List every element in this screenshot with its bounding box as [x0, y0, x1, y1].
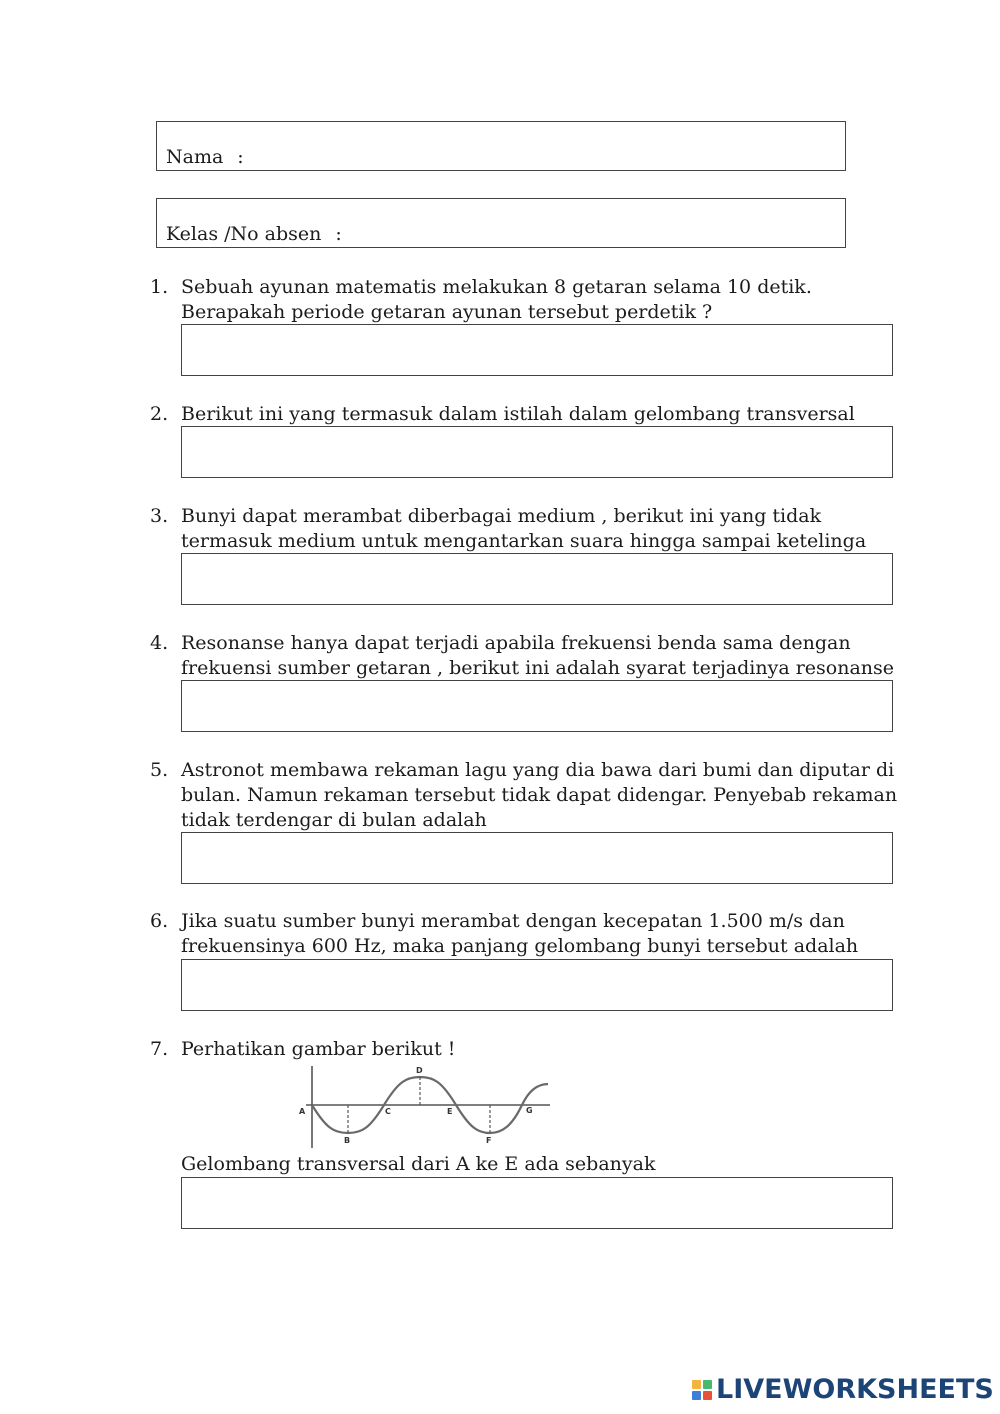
- question-text: Resonanse hanya dapat terjadi apabila frekuensi benda sama dengan frekuensi sumber getaran , berikut ini adalah syarat terjadinya resonanse: [181, 632, 895, 679]
- logo-square-2: [703, 1380, 712, 1389]
- answer-box-5[interactable]: [181, 832, 893, 884]
- question-text: Sebuah ayunan matematis melakukan 8 getaran selama 10 detik. Berapakah periode getaran ayunan tersebut perdetik ?: [181, 276, 812, 323]
- brand-text: LIVEWORKSHEETS: [716, 1374, 994, 1405]
- logo-square-3: [692, 1391, 701, 1400]
- point-g-label: G: [526, 1106, 533, 1115]
- question-text: Jika suatu sumber bunyi merambat dengan kecepatan 1.500 m/s dan frekuensinya 600 Hz, maka panjang gelombang bunyi tersebut adalah: [181, 910, 859, 957]
- point-e-label: E: [447, 1107, 453, 1116]
- class-number-field[interactable]: [156, 198, 846, 248]
- question-number: 7.: [150, 1038, 169, 1060]
- answer-box-2[interactable]: [181, 426, 893, 478]
- question-number: 1.: [150, 276, 169, 298]
- liveworksheets-brand: [692, 1375, 994, 1405]
- class-label: Kelas /No absen :: [166, 223, 342, 245]
- question-number: 3.: [150, 505, 169, 527]
- answer-box-7[interactable]: [181, 1177, 893, 1229]
- name-label: Nama :: [166, 146, 244, 168]
- point-b-label: B: [344, 1136, 351, 1145]
- question-number: 5.: [150, 759, 169, 781]
- point-a-label: A: [299, 1107, 306, 1116]
- question-text: Bunyi dapat merambat diberbagai medium , berikut ini yang tidak termasuk medium untuk mengantarkan suara hingga sampai ketelinga: [181, 505, 867, 552]
- answer-box-1[interactable]: [181, 324, 893, 376]
- answer-box-4[interactable]: [181, 680, 893, 732]
- question-text: Perhatikan gambar berikut !: [181, 1038, 456, 1060]
- transverse-wave-figure: [278, 1060, 608, 1150]
- question-text: Astronot membawa rekaman lagu yang dia bawa dari bumi dan diputar di bulan. Namun rekaman tersebut tidak dapat didengar. Penyebab rekaman tidak terdengar di bulan adalah: [181, 759, 898, 831]
- point-f-label: F: [486, 1136, 492, 1145]
- logo-square-4: [703, 1391, 712, 1400]
- answer-box-6[interactable]: [181, 959, 893, 1011]
- question-number: 2.: [150, 403, 169, 425]
- question-number: 4.: [150, 632, 169, 654]
- answer-box-3[interactable]: [181, 553, 893, 605]
- name-field[interactable]: [156, 121, 846, 171]
- logo-square-1: [692, 1380, 701, 1389]
- question-number: 6.: [150, 910, 169, 932]
- point-d-label: D: [416, 1066, 423, 1075]
- point-c-label: C: [385, 1107, 391, 1116]
- liveworksheets-logo-icon: [692, 1380, 712, 1400]
- question-text: Berikut ini yang termasuk dalam istilah dalam gelombang transversal: [181, 403, 855, 425]
- figure-caption: Gelombang transversal dari A ke E ada sebanyak: [181, 1153, 656, 1175]
